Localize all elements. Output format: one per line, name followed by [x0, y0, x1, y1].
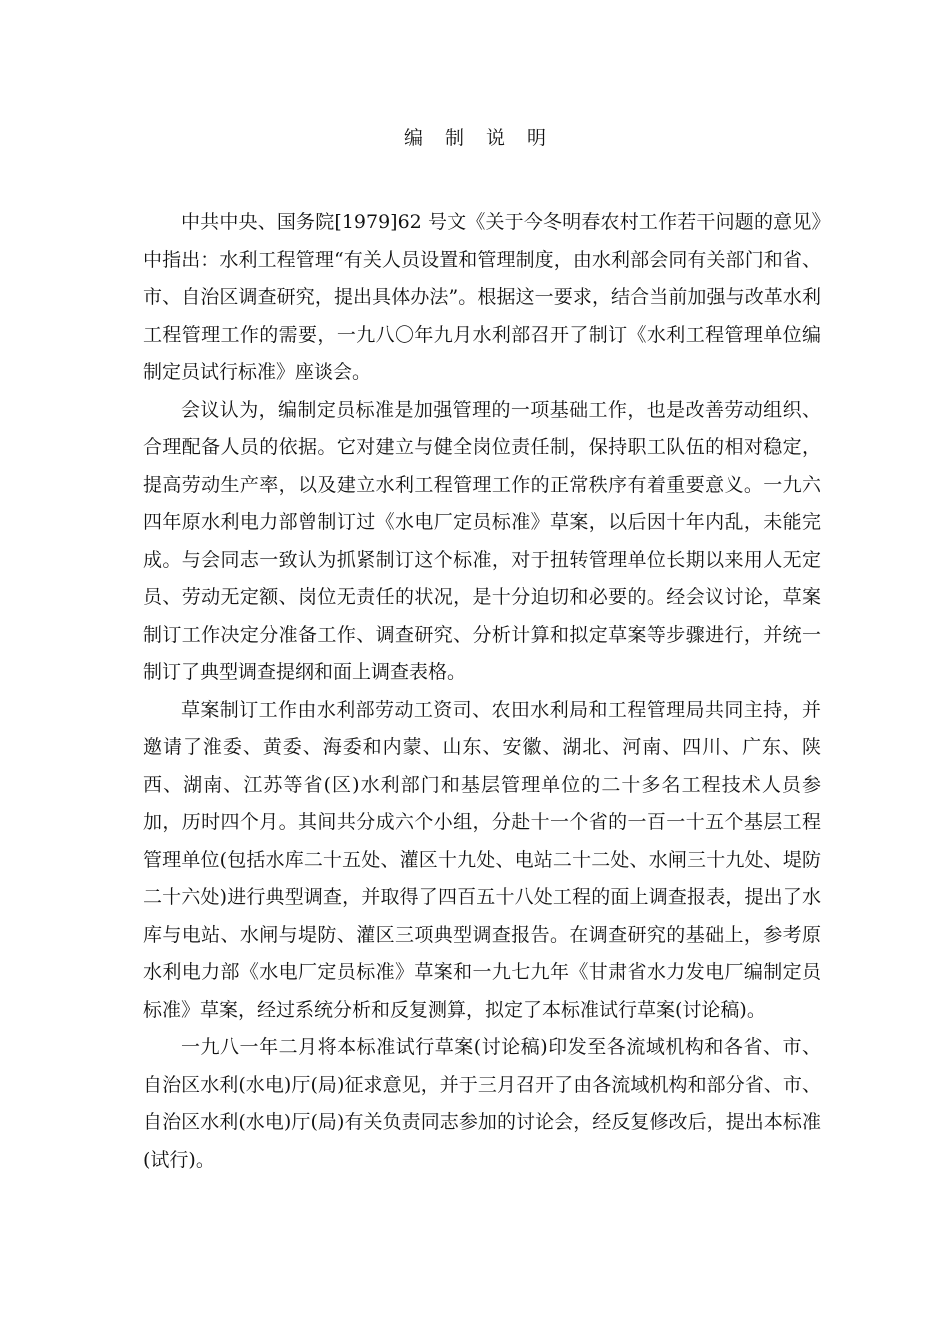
paragraph-3: 草案制订工作由水利部劳动工资司、农田水利局和工程管理局共同主持，并邀请了淮委、黄委、海委和内蒙、山东、安徽、湖北、河南、四川、广东、陕西、湖南、江苏等省(区)水利部门和基层管理单位的二十多名工程技术人员参加，历时四个月。其间共分成六个小组，分赴十一个省的一百一十五个基层工程管理单位(包括水库二十五处、灌区十九处、电站二十二处、水闸三十九处、堤防二十六处)进行典型调查，并取得了四百五十八处工程的面上调查报表，提出了水库与电站、水闸与堤防、灌区三项典型调查报告。在调查研究的基础上，参考原水利电力部《水电厂定员标准》草案和一九七九年《甘肃省水力发电厂编制定员标准》草案，经过系统分析和反复测算，拟定了本标准试行草案(讨论稿)。 [143, 698, 821, 1021]
document-body [143, 204, 821, 1179]
paragraph-2: 会议认为，编制定员标准是加强管理的一项基础工作，也是改善劳动组织、合理配备人员的依据。它对建立与健全岗位责任制，保持职工队伍的相对稳定，提高劳动生产率，以及建立水利工程管理工作的正常秩序有着重要意义。一九六四年原水利电力部曾制订过《水电厂定员标准》草案，以后因十年内乱，未能完成。与会同志一致认为抓紧制订这个标准，对于扭转管理单位长期以来用人无定员、劳动无定额、岗位无责任的状况，是十分迫切和必要的。经会议讨论，草案制订工作决定分准备工作、调查研究、分析计算和拟定草案等步骤进行，并统一制订了典型调查提纲和面上调查表格。 [143, 398, 821, 683]
document-title: 编制说明 [403, 127, 568, 149]
paragraph-1: 中共中央、国务院[1979]62 号文《关于今冬明春农村工作若干问题的意见》中指出：水利工程管理“有关人员设置和管理制度，由水利部会同有关部门和省、市、自治区调查研究，提出具体办法”。根据这一要求，结合当前加强与改革水利工程管理工作的需要，一九八〇年九月水利部召开了制订《水利工程管理单位编制定员试行标准》座谈会。 [143, 211, 821, 383]
paragraph-4: 一九八一年二月将本标准试行草案(讨论稿)印发至各流域机构和各省、市、自治区水利(水电)厅(局)征求意见，并于三月召开了由各流域机构和部分省、市、自治区水利(水电)厅(局)有关负责同志参加的讨论会，经反复修改后，提出本标准(试行)。 [143, 1036, 821, 1171]
